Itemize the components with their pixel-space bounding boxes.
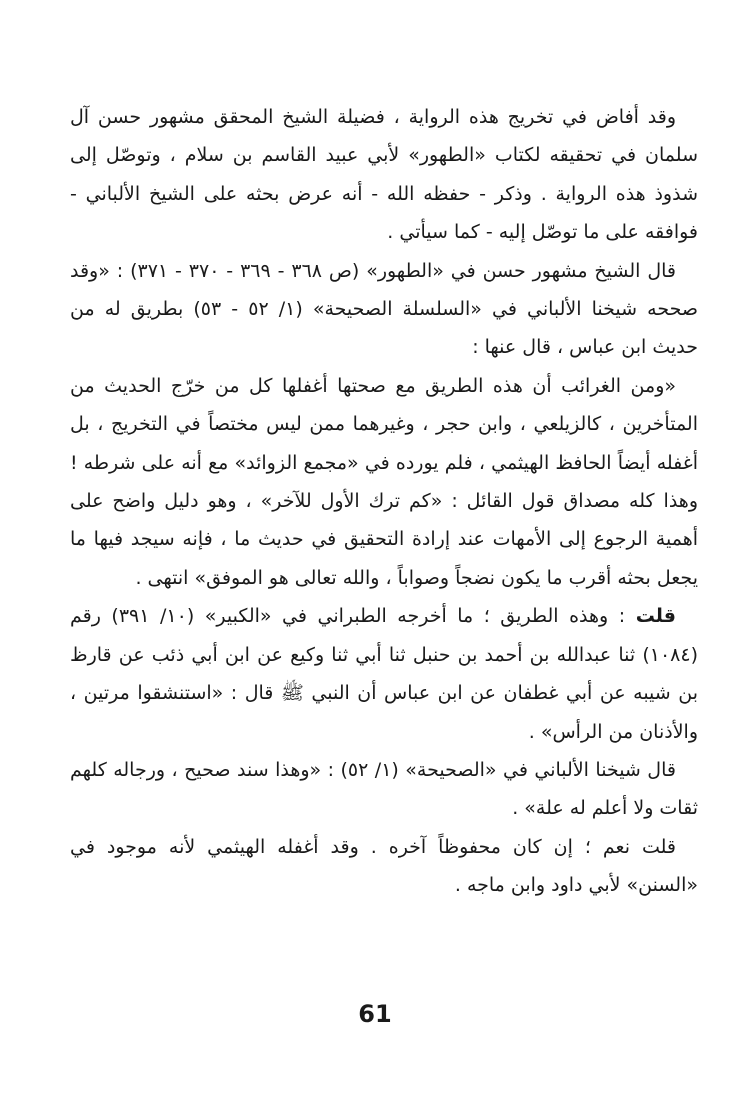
- paragraph-1-text: وقد أفاض في تخريج هذه الرواية ، فضيلة الشيخ المحقق مشهور حسن آل سلمان في تحقيقه لكتاب «الطهور» لأبي عبيد القاسم بن سلام ، وتوصّل إلى شذوذ هذه الرواية . وذكر - حفظه الله - أنه عرض بحثه على الشيخ الألباني - فوافقه على ما توصّل إليه - كما سيأتي .: [70, 106, 698, 244]
- paragraph-1: [70, 98, 698, 252]
- paragraph-5: [70, 751, 698, 828]
- paragraph-2-text: قال الشيخ مشهور حسن في «الطهور» (ص ٣٦٨ - ٣٦٩ - ٣٧٠ - ٣٧١) : «وقد صححه شيخنا الألباني في «السلسلة الصحيحة» (١/ ٥٢ - ٥٣) بطريق له من حديث ابن عباس ، قال عنها :: [70, 259, 699, 359]
- page-number: 61: [358, 1000, 392, 1028]
- paragraph-4-text: : وهذه الطريق ؛ ما أخرجه الطبراني في «الكبير» (١٠/ ٣٩١) رقم (١٠٨٤) ثنا عبدالله بن أحمد بن حنبل ثنا أبي ثنا وكيع عن ابن أبي ذئب عن قارظ بن شيبه عن أبي غطفان عن ابن عباس أن النبي ﷺ قال : «استنشقوا مرتين ، والأذنان من الرأس» .: [70, 605, 698, 743]
- body-text: [70, 98, 698, 905]
- paragraph-3: [70, 367, 698, 597]
- paragraph-6: [70, 828, 698, 905]
- paragraph-4: [70, 597, 698, 751]
- paragraph-3-text: «ومن الغرائب أن هذه الطريق مع صحتها أغفلها كل من خرّج الحديث من المتأخرين ، كالزيلعي ، وابن حجر ، وغيرهما ممن ليس مختصاً في التخريج ، بل أغفله أيضاً الحافظ الهيثمي ، فلم يورده في «مجمع الزوائد» مع أنه على شرطه ! وهذا كله مصداق قول القائل : «كم ترك الأول للآخر» ، وهو دليل واضح على أهمية الرجوع إلى الأمهات عند إرادة التحقيق في حديث ما ، فإنه سيجد فيها ما يجعل بحثه أقرب ما يكون نضجاً وصواباً ، والله تعالى هو الموفق» انتهى .: [70, 374, 698, 589]
- paragraph-5-text: قال شيخنا الألباني في «الصحيحة» (١/ ٥٢) : «وهذا سند صحيح ، ورجاله كلهم ثقات ولا أعلم له علة» .: [70, 758, 698, 820]
- paragraph-2: [70, 252, 698, 367]
- paragraph-4-lead: قلت: [635, 605, 676, 628]
- paragraph-6-text: قلت نعم ؛ إن كان محفوظاً آخره . وقد أغفله الهيثمي لأنه موجود في «السنن» لأبي داود وابن ماجه .: [70, 835, 698, 897]
